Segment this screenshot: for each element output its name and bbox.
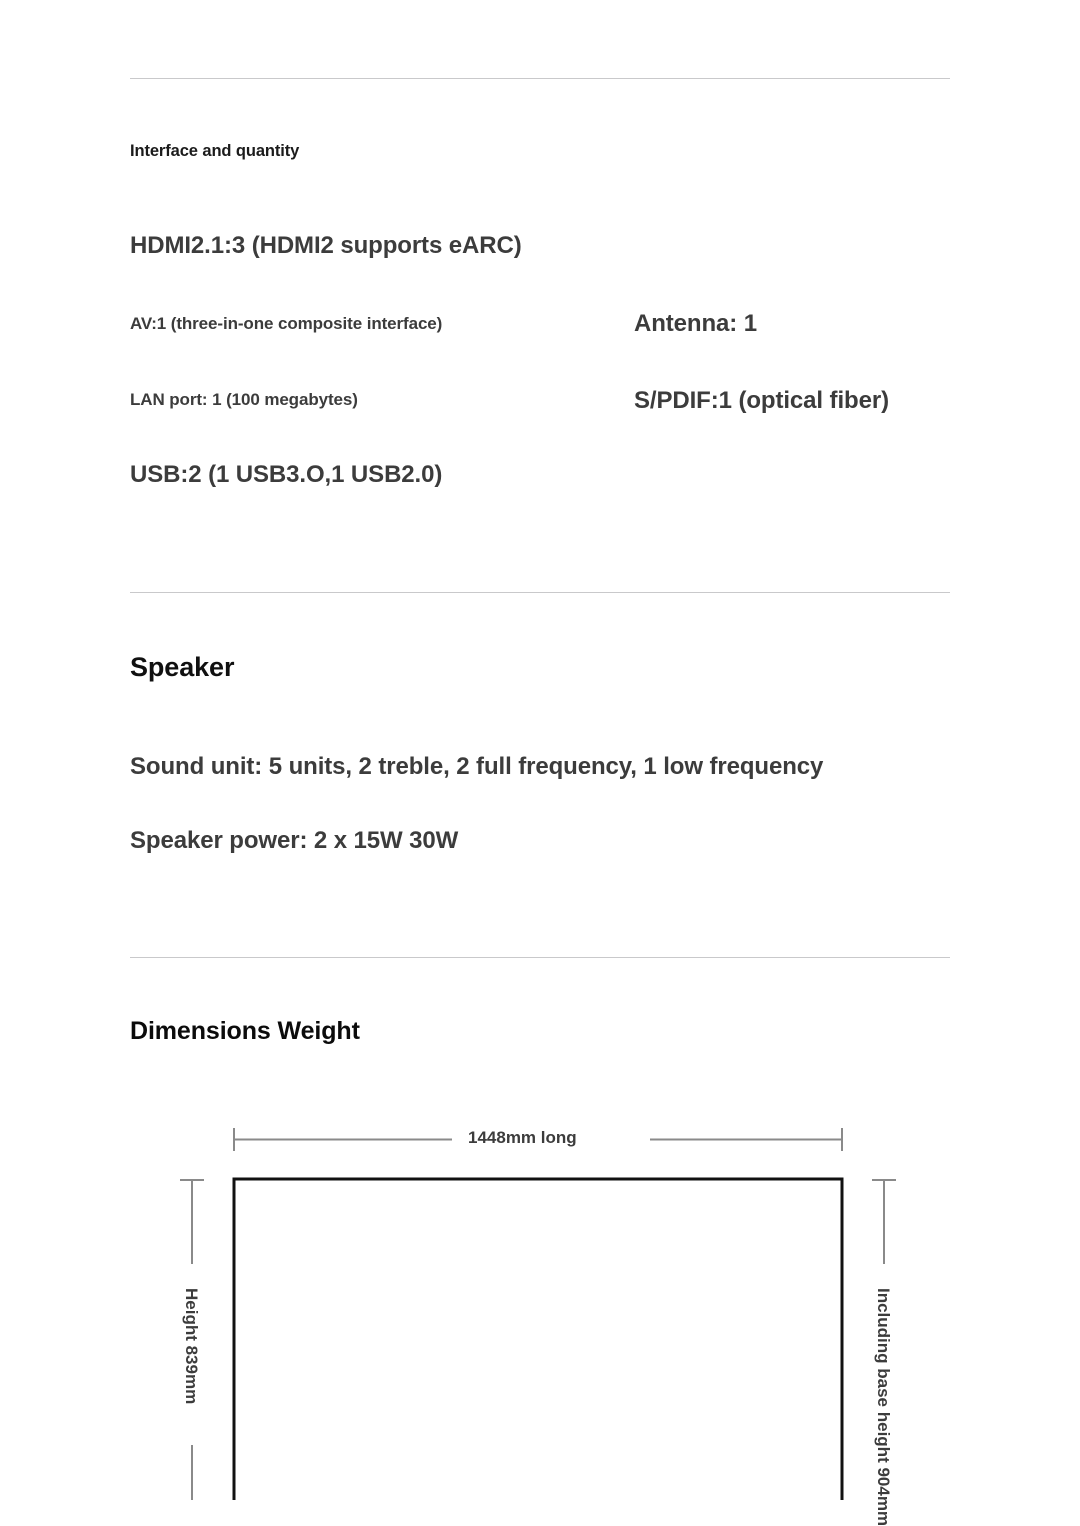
section-divider-interface-speaker	[130, 592, 950, 593]
interface-section-label: Interface and quantity	[130, 142, 300, 160]
speaker-sound-unit-line: Sound unit: 5 units, 2 treble, 2 full frequency, 1 low frequency	[130, 753, 824, 780]
tv-body-outline	[234, 1179, 842, 1500]
interface-row-lan-left: LAN port: 1 (100 megabytes)	[130, 390, 358, 409]
speaker-power-line: Speaker power: 2 x 15W 30W	[130, 827, 459, 854]
section-divider-top	[130, 78, 950, 79]
width-dimension-label: 1448mm long	[468, 1128, 577, 1147]
interface-row-av-left: AV:1 (three-in-one composite interface)	[130, 314, 443, 333]
interface-row-hdmi-left: HDMI2.1:3 (HDMI2 supports eARC)	[130, 232, 522, 259]
interface-row-spdif-right: S/PDIF:1 (optical fiber)	[634, 387, 889, 414]
dimensions-section-heading: Dimensions Weight	[130, 1017, 360, 1045]
base-height-dimension-line	[872, 1180, 896, 1264]
height-dimension-label: Height 839mm	[182, 1288, 201, 1405]
interface-row-antenna-right: Antenna: 1	[634, 310, 758, 337]
interface-row-usb-left: USB:2 (1 USB3.O,1 USB2.0)	[130, 461, 443, 488]
speaker-section-heading: Speaker	[130, 652, 235, 682]
base-height-dimension-label: Including base height 904mm	[874, 1288, 893, 1526]
section-divider-speaker-dimensions	[130, 957, 950, 958]
